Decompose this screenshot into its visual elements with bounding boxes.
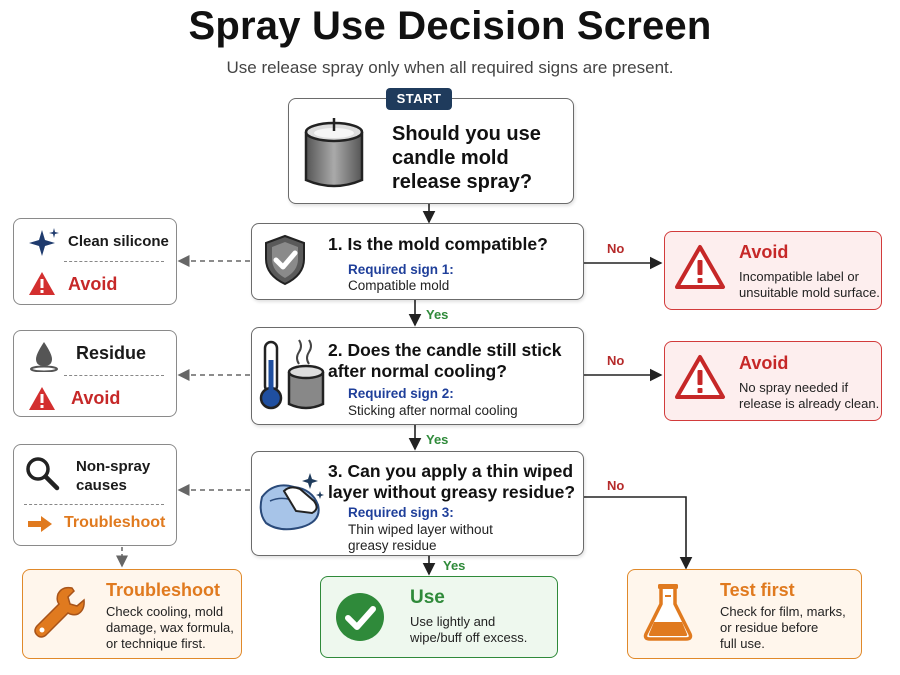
outcome-avoid-1-head: Avoid xyxy=(739,242,789,262)
flask-icon xyxy=(642,582,694,642)
outcome-avoid-1-body: Incompatible label or unsuitable mold surface. xyxy=(739,269,880,300)
step-1-sign-value: Compatible mold xyxy=(348,278,450,293)
edge-label-no-3: No xyxy=(607,478,625,493)
candle-jar-icon xyxy=(300,114,368,192)
step-2-question: 2. Does the candle still stick after normal cooling? xyxy=(328,340,562,381)
side-note-1-divider xyxy=(64,261,164,262)
edge-label-yes-1: Yes xyxy=(426,307,449,322)
start-question: Should you use candle mold release spray? xyxy=(392,123,541,193)
side-note-3-divider xyxy=(24,504,164,505)
warning-icon xyxy=(674,244,726,290)
warning-icon xyxy=(28,271,56,296)
outcome-troubleshoot-body: Check cooling, mold damage, wax formula, or technique first. xyxy=(106,604,234,651)
outcome-troubleshoot-head: Troubleshoot xyxy=(106,580,220,600)
step-1-question: 1. Is the mold compatible? xyxy=(328,234,548,254)
step-3-question: 3. Can you apply a thin wiped layer without greasy residue? xyxy=(328,461,576,502)
step-2-sign-label: Required sign 2: xyxy=(348,386,454,401)
side-note-2-label: Residue xyxy=(76,343,147,363)
thermometer-candle-icon xyxy=(259,338,327,414)
start-badge: START xyxy=(386,88,452,110)
outcome-avoid-2-head: Avoid xyxy=(739,353,789,373)
sparkle-icon xyxy=(26,226,60,258)
edge-label-yes-3: Yes xyxy=(443,558,466,573)
step-1-sign-label: Required sign 1: xyxy=(348,262,454,277)
side-note-3-result: Troubleshoot xyxy=(64,514,166,531)
side-note-2-result: Avoid xyxy=(71,388,121,408)
checkmark-icon xyxy=(334,591,386,643)
droplet-icon xyxy=(28,340,60,372)
shield-check-icon xyxy=(262,233,308,287)
outcome-test-first-head: Test first xyxy=(720,580,795,600)
magnifier-icon xyxy=(24,455,60,491)
outcome-test-first-body: Check for film, marks, or residue before full use. xyxy=(720,604,846,651)
page-subtitle: Use release spray only when all required signs are present. xyxy=(226,58,674,77)
side-note-1-result: Avoid xyxy=(68,274,118,294)
wipe-cloth-icon xyxy=(256,467,328,537)
step-3-sign-label: Required sign 3: xyxy=(348,505,454,520)
edge-label-no-2: No xyxy=(607,353,625,368)
outcome-use-body: Use lightly and wipe/buff off excess. xyxy=(410,614,528,645)
side-note-3-label: Non-spray causes xyxy=(76,458,151,494)
outcome-use-head: Use xyxy=(410,587,445,608)
wrench-icon xyxy=(32,584,86,640)
outcome-avoid-2-body: No spray needed if release is already clean. xyxy=(739,380,880,411)
arrow-right-icon xyxy=(28,516,52,532)
side-note-1-label: Clean silicone xyxy=(68,233,169,250)
page-title: Spray Use Decision Screen xyxy=(188,4,712,48)
arrow-step3-no xyxy=(583,497,686,568)
warning-icon xyxy=(28,386,56,411)
side-note-2-divider xyxy=(64,375,164,376)
step-3-sign-value: Thin wiped layer without greasy residue xyxy=(348,522,493,553)
edge-label-yes-2: Yes xyxy=(426,432,449,447)
edge-label-no-1: No xyxy=(607,241,625,256)
step-2-sign-value: Sticking after normal cooling xyxy=(348,403,518,418)
warning-icon xyxy=(674,354,726,400)
